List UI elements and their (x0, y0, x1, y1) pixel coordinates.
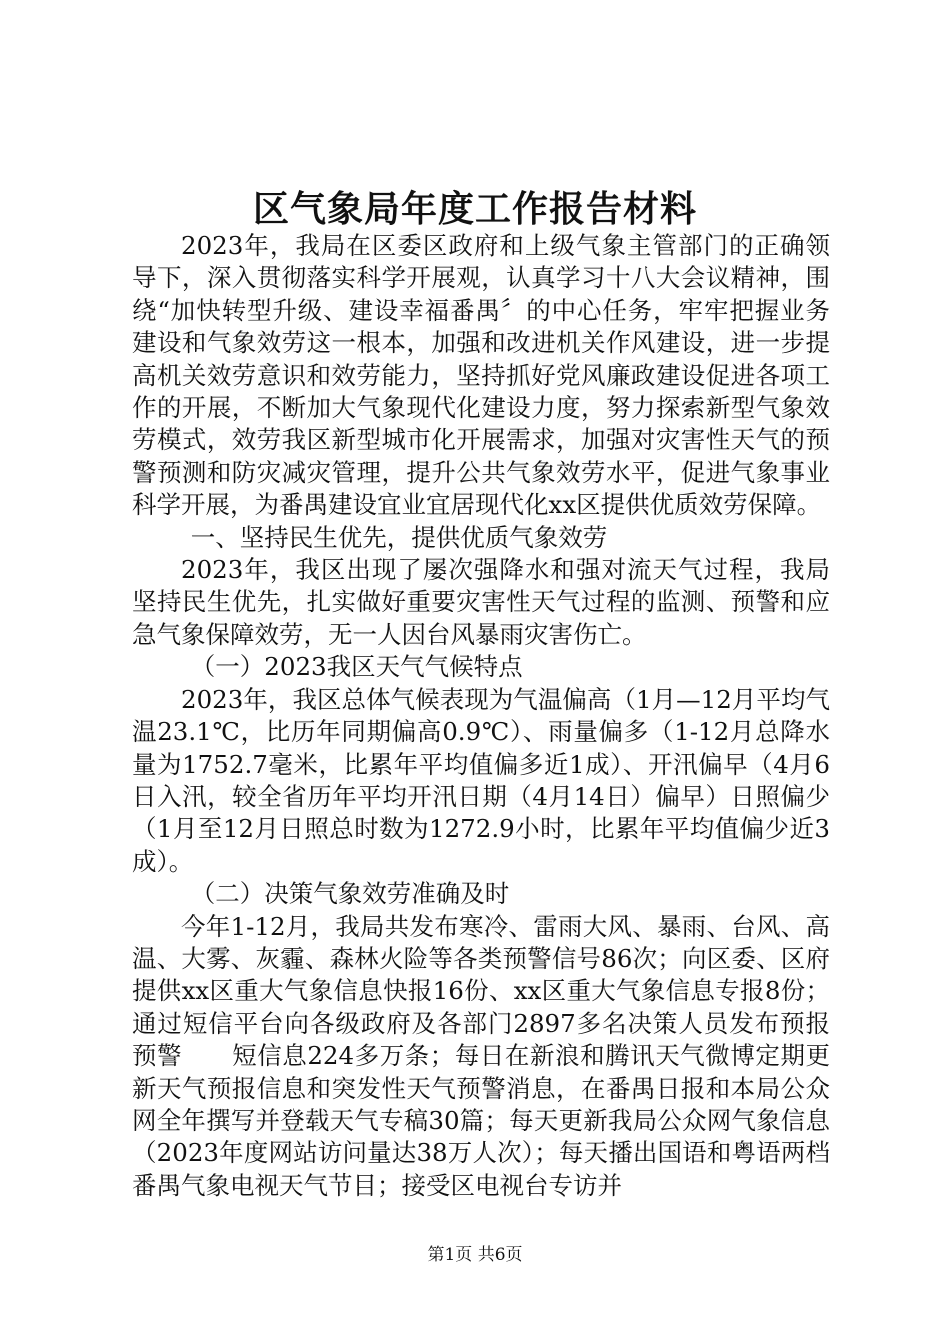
subsection-heading-2: （二）决策气象效劳准确及时 (190, 879, 510, 909)
intro-paragraph: 2023年，我局在区委区政府和上级气象主管部门的正确领导下，深入贯彻落实科学开展观，认真学习十八大会议精神，围绕“加快转型升级、建设幸福番禺〞的中心任务，牢牢把握业务建设和气象效劳这一根本，加强和改进机关作风建设，进一步提高机关效劳意识和效劳能力，坚持抓好党风廉政建设促进各项工作的开展，不断加大气象现代化建设力度，努力探索新型气象效劳模式，效劳我区新型城市化开展需求，加强对灾害性天气的预警预测和防灾减灾管理，提升公共气象效劳水平，促进气象事业科学开展，为番禺建设宜业宜居现代化xx区提供优质效劳保障。 (132, 231, 830, 520)
decision-service-paragraph: 今年1-12月，我局共发布寒冷、雷雨大风、暴雨、台风、高温、大雾、灰霾、森林火险等各类预警信号86次；向区委、区府提供xx区重大气象信息快报16份、xx区重大气象信息专报8份；通过短信平台向各级政府及各部门2897多名决策人员发布预报预警 短信息224多万条；每日在新浪和腾讯天气微博定期更新天气预报信息和突发性天气预警消息，在番禺日报和本局公众网全年撰写并登载天气专稿30篇；每天更新我局公众网气象信息（2023年度网站访问量达38万人次）；每天播出国语和粤语两档番禺气象电视天气节目；接受区电视台专访并 (132, 911, 830, 1200)
document-body (132, 230, 830, 1202)
section-1-paragraph: 2023年，我区出现了屡次强降水和强对流天气过程，我局坚持民生优先，扎实做好重要灾害性天气过程的监测、预警和应急气象保障效劳，无一人因台风暴雨灾害伤亡。 (132, 555, 830, 649)
climate-paragraph: 2023年，我区总体气候表现为气温偏高（1月—12月平均气温23.1℃，比历年同期偏高0.9℃）、雨量偏多（1-12月总降水量为1752.7毫米，比累年平均值偏多近1成）、开汛偏早（4月6日入汛，较全省历年平均开汛日期（4月14日）偏早）日照偏少（1月至12月日照总时数为1272.9小时，比累年平均值偏少近3成）。 (132, 684, 830, 876)
page-number-footer: 第1页 共6页 (427, 1245, 523, 1265)
subsection-heading-1: （一）2023我区天气气候特点 (190, 652, 523, 682)
section-heading-1: 一、坚持民生优先，提供优质气象效劳 (190, 522, 608, 552)
document-title: 区气象局年度工作报告材料 (252, 188, 697, 230)
